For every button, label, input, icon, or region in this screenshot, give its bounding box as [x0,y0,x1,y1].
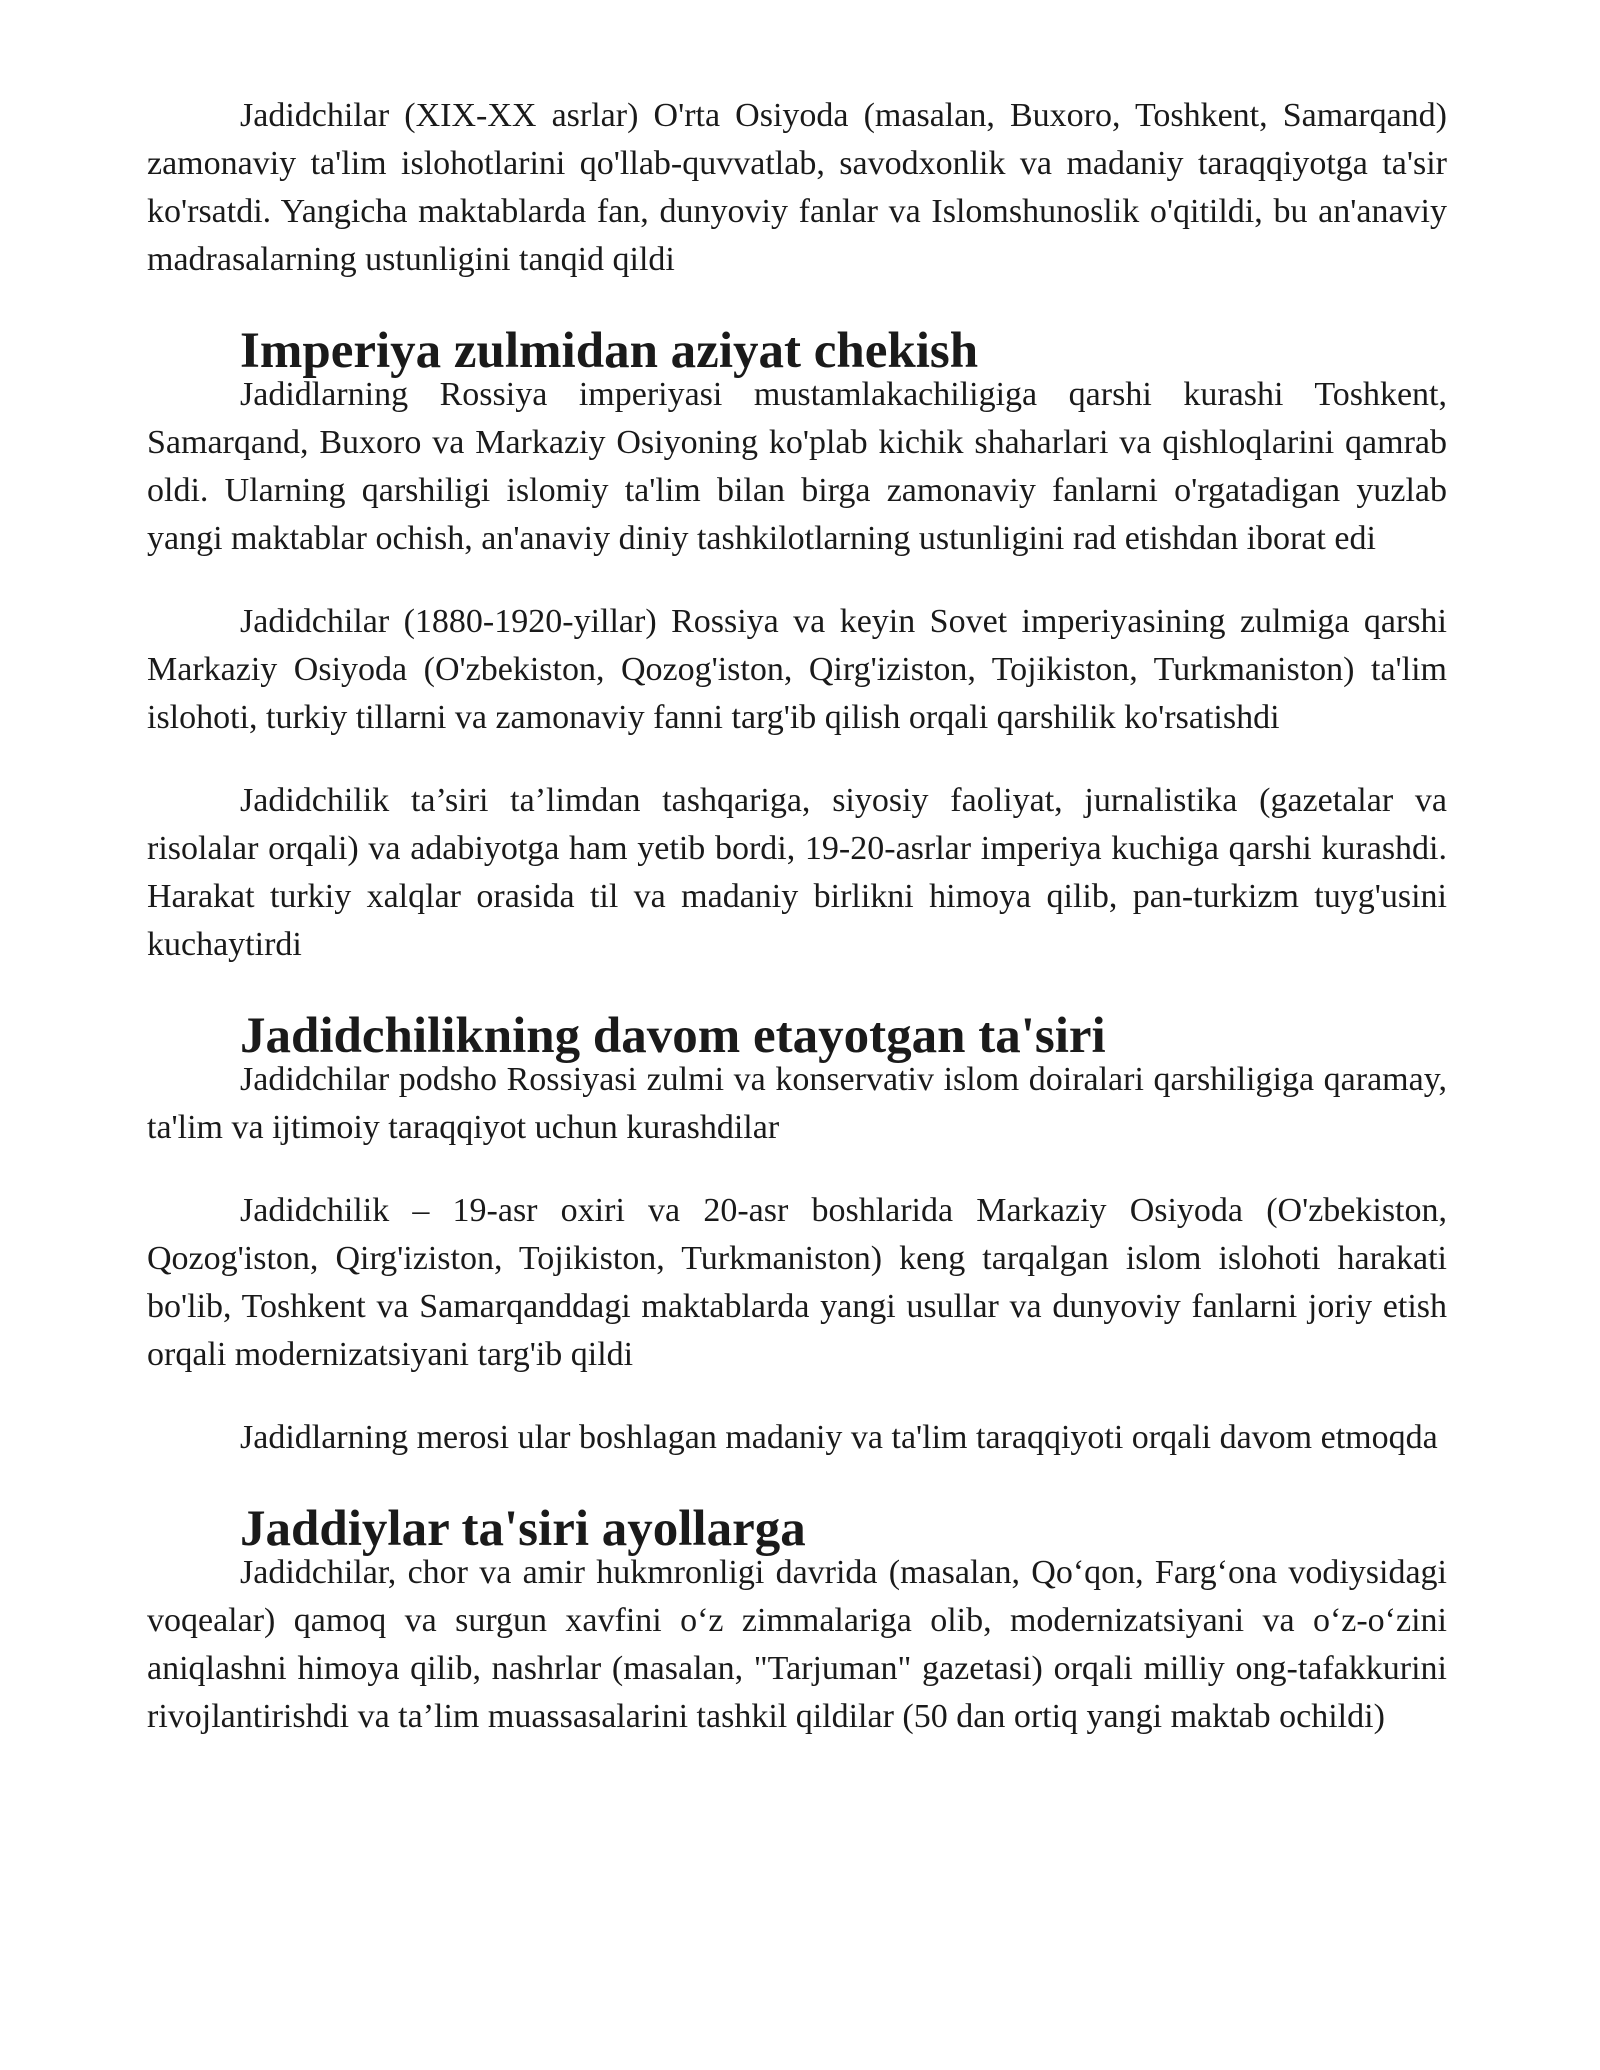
paragraph-jadidism-definition: Jadidchilik – 19-asr oxiri va 20-asr boshlarida Markaziy Osiyoda (O'zbekiston, Qozog'iston, Qirg'iziston, Tojikiston, Turkmaniston) keng tarqalgan islom islohoti harakati bo'lib, Toshkent va Samarqanddagi maktablarda yangi usullar va dunyoviy fanlarni joriy etish orqali modernizatsiyani targ'ib qildi [147,1192,1447,1373]
paragraph-intro: Jadidchilar (XIX-XX asrlar) O'rta Osiyoda (masalan, Buxoro, Toshkent, Samarqand) zamonaviy ta'lim islohotlarini qo'llab-quvvatlab, savodxonlik va madaniy taraqqiyotga ta'sir ko'rsatdi. Yangicha maktablarda fan, dunyoviy fanlar va Islomshunoslik o'qitildi, bu an'anaviy madrasalarning ustunligini tanqid qildi [147,97,1447,278]
document-page [147,92,1447,1741]
paragraph-influence: Jadidchilik ta’siri ta’limdan tashqariga, siyosiy faoliyat, jurnalistika (gazetalar va risolalar orqali) va adabiyotga ham yetib bordi, 19-20-asrlar imperiya kuchiga qarshi kurashdi. Harakat turkiy xalqlar orasida til va madaniy birlikni himoya qilib, pan-turkizm tuyg'usini kuchaytirdi [147,782,1447,963]
paragraph-jadid-years: Jadidchilar (1880-1920-yillar) Rossiya va keyin Sovet imperiyasining zulmiga qarshi Markaziy Osiyoda (O'zbekiston, Qozog'iston, Qirg'iziston, Tojikiston, Turkmaniston) ta'lim islohoti, turkiy tillarni va zamonaviy fanni targ'ib qilish orqali qarshilik ko'rsatishdi [147,603,1447,736]
paragraph-struggle: Jadidchilar podsho Rossiyasi zulmi va konservativ islom doiralari qarshiligiga qaramay, ta'lim va ijtimoiy taraqqiyot uchun kurashdilar [147,1061,1447,1146]
paragraph-resistance: Jadidlarning Rossiya imperiyasi mustamlakachiligiga qarshi kurashi Toshkent, Samarqand, Buxoro va Markaziy Osiyoning ko'plab kichik shaharlari va qishloqlarini qamrab oldi. Ularning qarshiligi islomiy ta'lim bilan birga zamonaviy fanlarni o'rgatadigan yuzlab yangi maktablar ochish, an'anaviy diniy tashkilotlarning ustunligini rad etishdan iborat edi [147,376,1447,557]
heading-imperial-oppression: Imperiya zulmidan aziyat chekish [240,323,979,379]
heading-women-influence: Jaddiylar ta'siri ayollarga [240,1501,806,1557]
heading-continuing-influence: Jadidchilikning davom etayotgan ta'siri [240,1008,1106,1064]
paragraph-women: Jadidchilar, chor va amir hukmronligi davrida (masalan, Qo‘qon, Farg‘ona vodiysidagi voqealar) qamoq va surgun xavfini o‘z zimmalariga olib, modernizatsiyani va o‘z-o‘zini aniqlashni himoya qilib, nashrlar (masalan, "Tarjuman" gazetasi) orqali milliy ong-tafakkurini rivojlantirishdi va ta’lim muassasalarini tashkil qildilar (50 dan ortiq yangi maktab ochildi) [147,1554,1447,1735]
paragraph-legacy: Jadidlarning merosi ular boshlagan madaniy va ta'lim taraqqiyoti orqali davom etmoqda [240,1419,1438,1456]
